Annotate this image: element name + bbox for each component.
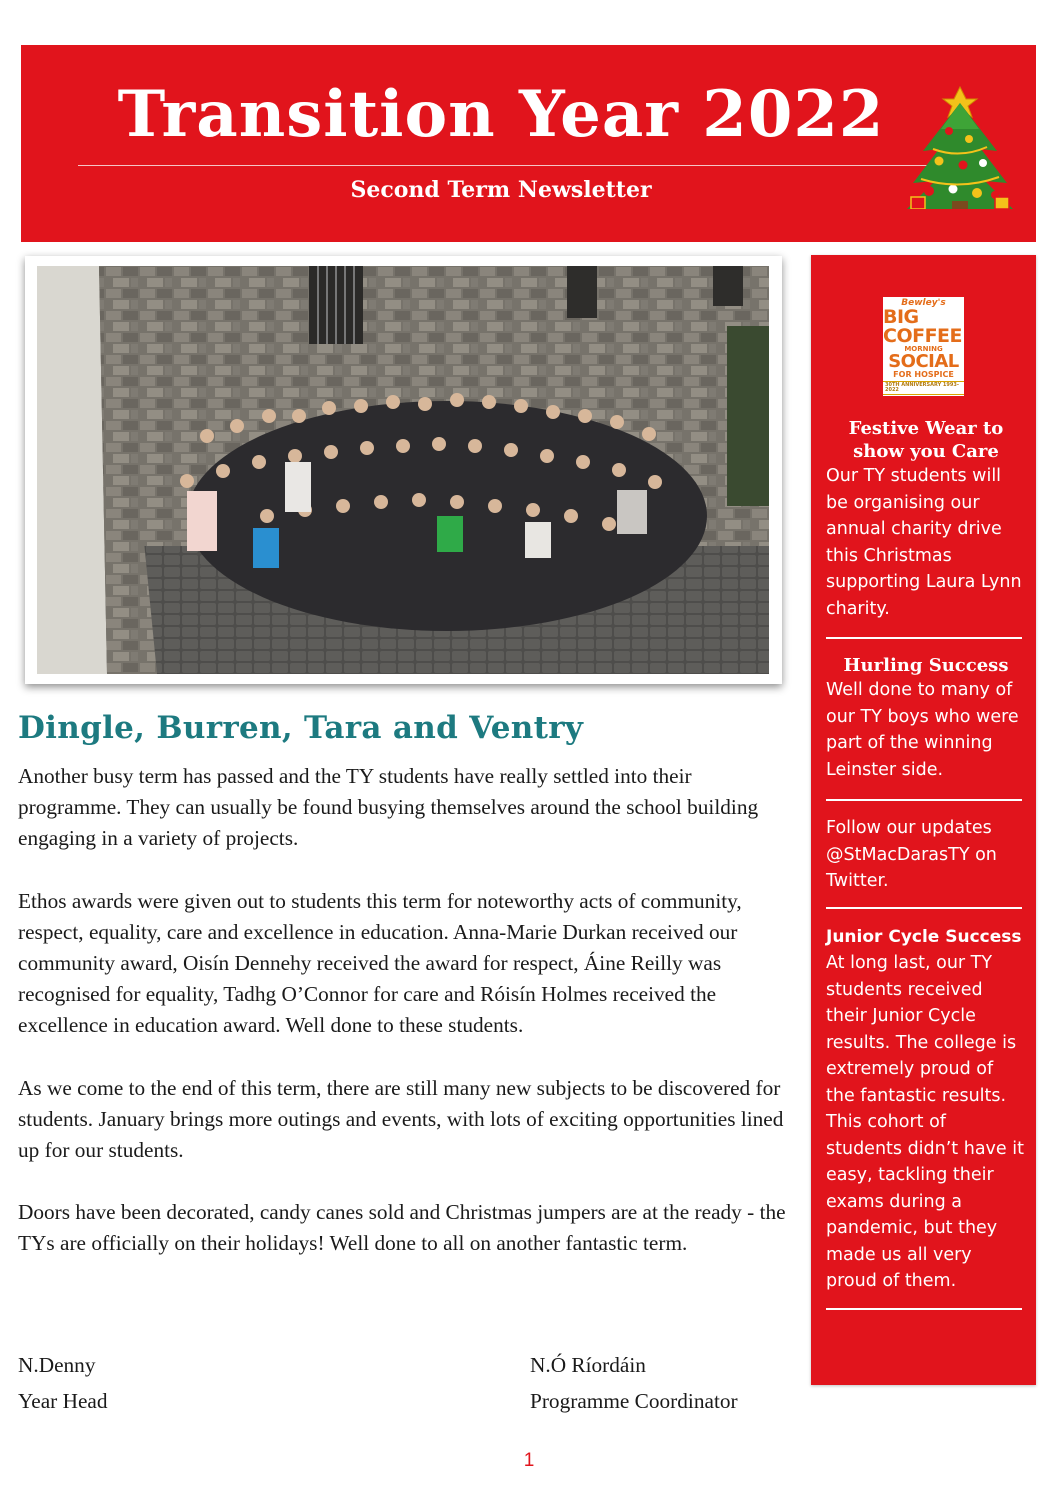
sidebar-section-title: Junior Cycle Success (826, 927, 1022, 947)
sidebar-section-text: Follow our updates @StMacDarasTY on Twitter. (826, 818, 997, 891)
title-divider (78, 165, 938, 166)
article-paragraph: Ethos awards were given out to students this term for noteworthy acts of community, respect, equality, care and excellence in education. Anna-Marie Durkan received our community award, Oisín Dennehy received the award for respect, Áine Reilly was recognised for equality, Tadhg O’Connor for care and Róisín Holmes received the excellence in education award. Well done to these students. (18, 888, 742, 1038)
sidebar-divider (826, 1308, 1022, 1310)
sidebar-divider (826, 637, 1022, 639)
newsletter-header (21, 45, 1036, 242)
signature-coordinator (530, 1347, 738, 1419)
signature-year-head (18, 1347, 108, 1419)
group-photo (37, 266, 769, 674)
sidebar-section-hurling (826, 654, 1026, 783)
sidebar-section-title: Hurling Success (843, 655, 1009, 676)
sidebar-section-text: At long last, our TY students received their Junior Cycle results. The college is extremely proud of the fantastic results. This cohort of students didn’t have it easy, tackling their exams during a pandemic, but they made us all very proud of them. (826, 953, 1024, 1291)
big-coffee-morning-logo: Bewley's BIG COFFEE MORNING SOCIAL FOR HOSPICE 30TH ANNIVERSARY 1993-2022 (883, 297, 964, 396)
sidebar-divider (826, 907, 1022, 909)
sidebar-section-text: Well done to many of our TY boys who were part of the winning Leinster side. (826, 680, 1019, 780)
article-paragraph: Doors have been decorated, candy canes sold and Christmas jumpers are at the ready - the TYs are officially on their holidays! Well done to all on another fantastic term. (18, 1200, 786, 1256)
page-title: Transition Year 2022 (117, 77, 885, 152)
sidebar-section-twitter (826, 815, 1026, 895)
signature-role: Programme Coordinator (530, 1389, 738, 1413)
christmas-tree-icon (903, 79, 1017, 209)
article-heading: Dingle, Burren, Tara and Ventry (18, 710, 584, 746)
page-subtitle: Second Term Newsletter (350, 177, 652, 203)
sidebar-section-junior-cycle (826, 924, 1026, 1295)
page-number: 1 (523, 1450, 535, 1471)
sidebar-divider (826, 799, 1022, 801)
article-paragraph: As we come to the end of this term, there are still many new subjects to be discovered for students. January brings more outings and events, with lots of exciting opportunities lined up for our students. (18, 1075, 784, 1163)
signature-name: N.Denny (18, 1353, 96, 1377)
sidebar-section-title: Festive Wear to show you Care (848, 418, 1004, 462)
sidebar-section-festive-wear (826, 417, 1026, 622)
sidebar-section-text: Our TY students will be organising our annual charity drive this Christmas supporting Laura Lynn charity. (826, 466, 1022, 619)
article-paragraph: Another busy term has passed and the TY students have really settled into their programme. They can usually be found busying themselves around the school building engaging in a variety of projects. (18, 764, 759, 851)
news-sidebar (811, 255, 1036, 1385)
article-body (18, 761, 792, 1291)
signature-role: Year Head (18, 1389, 108, 1413)
signature-name: N.Ó Ríordáin (530, 1353, 646, 1377)
group-photo-frame (25, 256, 782, 684)
